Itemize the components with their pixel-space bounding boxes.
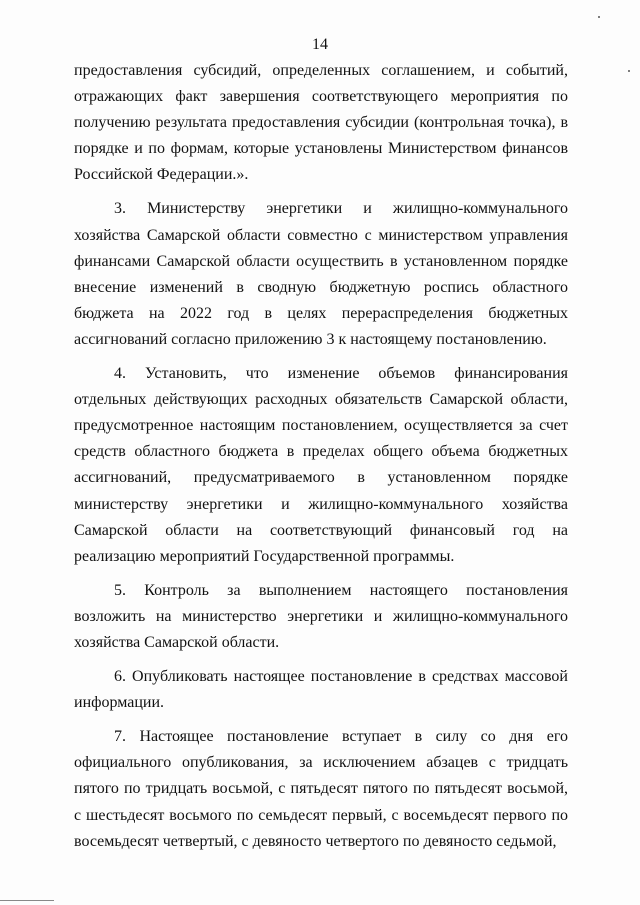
paragraph-continuation: предоставления субсидий, определенных соглашением, и событий, отражающих факт завершения соответствующего мероприятия по получению результата предоставления субсидии (контрольная точка), в порядке и по формам, которые установлены Министерством финансов Российской Федерации.». [74,62,568,184]
scan-speck [628,70,630,72]
page-number: 14 [312,36,328,53]
paragraph-item-3: 3. Министерству энергетики и жилищно-коммунального хозяйства Самарской области совместно с министерством управления финансами Самарской области осуществить в установленном порядке внесение изменений в сводную бюджетную роспись областного бюджета на 2022 год в целях перераспределения бюджетных ассигнований согласно приложению 3 к настоящему постановлению. [74,200,568,348]
bottom-edge-mark [0,900,54,901]
paragraph-item-4: 4. Установить, что изменение объемов финансирования отдельных действующих расходных обязательств Самарской области, предусмотренное настоящим постановлением, осуществляется за счет средств областного бюджета в пределах общего объема бюджетных ассигнований, предусматриваемого в установленном порядке министерству энергетики и жилищно-коммунального хозяйства Самарской области на соответствующий финансовый год на реализацию мероприятий Государственной программы. [74,365,568,565]
document-body [74,58,568,855]
paragraph-item-6: 6. Опубликовать настоящее постановление в средствах массовой информации. [74,668,568,712]
paragraph-item-5: 5. Контроль за выполнением настоящего постановления возложить на министерство энергетики и жилищно-коммунального хозяйства Самарской области. [74,581,568,651]
paragraph-item-7: 7. Настоящее постановление вступает в силу со дня его официального опубликования, за исключением абзацев с тридцать пятого по тридцать восьмой, с пятьдесят пятого по пятьдесят восьмой, с шестьдесят восьмого по семьдесят первый, с восемьдесят первого по восемьдесят четвертый, с девяносто четвертого по девяносто седьмой, [74,728,568,850]
scan-speck [598,16,600,18]
